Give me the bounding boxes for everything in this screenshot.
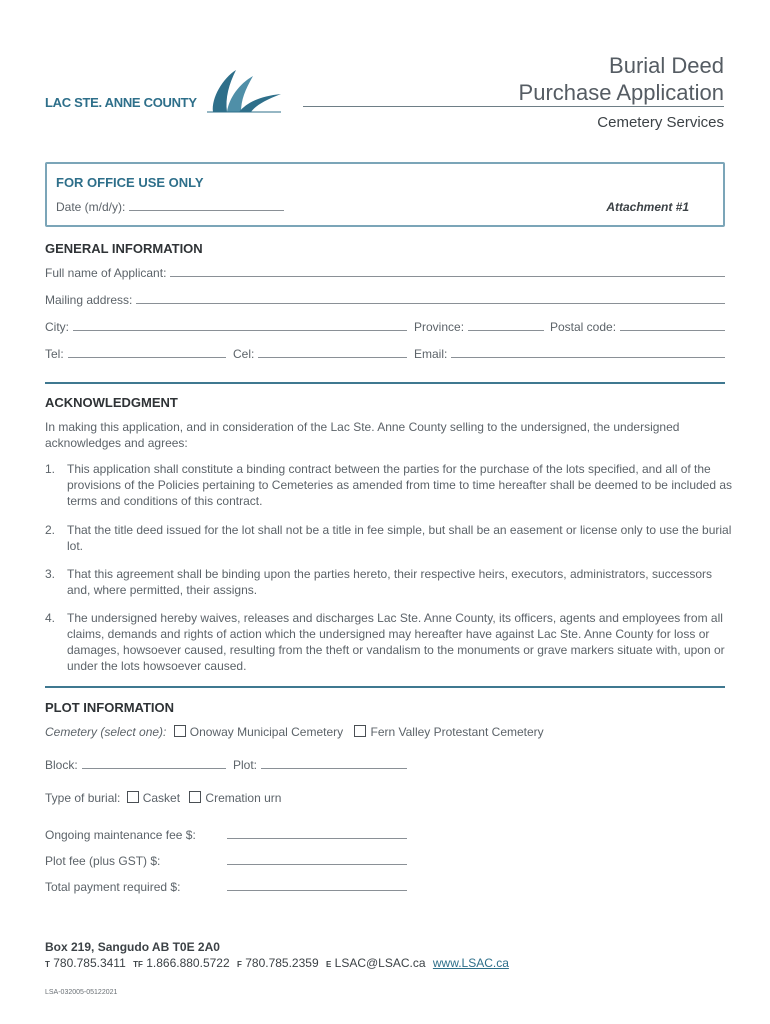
document-subtitle: Cemetery Services [597, 114, 724, 131]
website-link[interactable]: www.LSAC.ca [432, 956, 509, 970]
block-label: Block: [45, 758, 78, 772]
document-title [519, 52, 724, 106]
cel-row [233, 347, 407, 361]
tollfree-value: 1.866.880.5722 [146, 956, 230, 970]
mailing-row [45, 293, 725, 307]
ack-item-3 [45, 566, 735, 598]
ack-item-2 [45, 522, 735, 554]
ack-item-number: 3. [45, 567, 56, 581]
ack-intro: In making this application, and in consideration of the Lac Ste. Anne County selling to the undersigned, the undersigned acknowledges and agrees: [45, 420, 680, 450]
title-line-2: Purchase Application [518, 80, 724, 105]
fern-valley-checkbox[interactable] [354, 725, 366, 737]
plot-field[interactable] [261, 767, 407, 769]
province-row [414, 320, 544, 334]
onoway-checkbox[interactable] [174, 725, 186, 737]
section-divider [45, 686, 725, 688]
footer-address: Box 219, Sangudo AB T0E 2A0 [45, 940, 220, 954]
tollfree-label: TF [133, 960, 143, 969]
email-contact-label: E [325, 960, 332, 969]
email-field[interactable] [451, 356, 725, 358]
total-field[interactable] [227, 890, 407, 891]
applicant-name-field[interactable] [170, 275, 725, 277]
attachment-label: Attachment #1 [606, 200, 689, 214]
ack-item-number: 1. [45, 462, 56, 476]
section-divider [45, 382, 725, 384]
city-row [45, 320, 407, 334]
office-date-field[interactable] [129, 209, 284, 211]
maintenance-label: Ongoing maintenance fee $: [45, 828, 196, 842]
ack-item-text: The undersigned hereby waives, releases and discharges Lac Ste. Anne County, its officers, agents and employees from all claims, demands and rights of action which the undersigned may hereafter have against Lac Ste. Anne County for loss or damages, howsoever caused, resulting from the theft or vandalism to the monuments or grave markers situate with, upon or under the lots howsoever caused. [67, 611, 725, 673]
applicant-name-row [45, 266, 725, 280]
applicant-name-label: Full name of Applicant: [45, 266, 167, 280]
province-field[interactable] [468, 329, 544, 331]
ack-item-number: 2. [45, 523, 56, 537]
fax-label: F [236, 960, 242, 969]
province-label: Province: [414, 320, 465, 334]
general-heading: GENERAL INFORMATION [45, 241, 203, 256]
mailing-label: Mailing address: [45, 293, 133, 307]
office-date-label: Date (m/d/y): [56, 200, 126, 214]
total-label: Total payment required $: [45, 880, 181, 894]
casket-checkbox[interactable] [127, 791, 139, 803]
cel-field[interactable] [258, 356, 407, 358]
ack-item-text: That the title deed issued for the lot shall not be a title in fee simple, but shall be an easement or license only to use the burial lot. [67, 523, 732, 553]
cremation-option[interactable] [189, 791, 281, 805]
cemetery-row [45, 725, 544, 739]
ack-item-text: That this agreement shall be binding upon the parties hereto, their respective heirs, executors, administrators, successors and, where permitted, their assigns. [67, 567, 712, 597]
plot-label: Plot: [233, 758, 258, 772]
plot-heading: PLOT INFORMATION [45, 700, 175, 715]
org-logo-text: LAC STE. ANNE COUNTY [45, 95, 197, 110]
email-contact-value[interactable]: LSAC@LSAC.ca [334, 956, 426, 970]
city-label: City: [45, 320, 69, 334]
postal-row [550, 320, 725, 334]
tel-label: Tel: [45, 347, 64, 361]
email-label: Email: [414, 347, 448, 361]
office-use-heading: FOR OFFICE USE ONLY [56, 175, 204, 190]
phone-label: T [45, 960, 50, 969]
plot-row [233, 758, 407, 772]
cel-label: Cel: [233, 347, 255, 361]
fern-valley-label: Fern Valley Protestant Cemetery [370, 725, 544, 739]
footer-contacts [45, 956, 509, 970]
ack-item-1 [45, 461, 735, 509]
phone-value: 780.785.3411 [53, 956, 126, 970]
ack-item-number: 4. [45, 611, 56, 625]
cremation-checkbox[interactable] [189, 791, 201, 803]
casket-option[interactable] [127, 791, 184, 805]
tel-field[interactable] [68, 356, 226, 358]
title-rule [303, 106, 724, 107]
fern-valley-option[interactable] [354, 725, 543, 739]
ack-item-4 [45, 610, 735, 674]
email-row [414, 347, 725, 361]
ack-heading: ACKNOWLEDGMENT [45, 395, 178, 410]
office-date-row [56, 200, 284, 214]
ack-item-text: This application shall constitute a binding contract between the parties for the purchase of the lots specified, and all of the provisions of the Policies pertaining to Cemeteries as amended from time to time hereafter shall be deemed to be included as terms and conditions of this contract. [67, 462, 733, 508]
plot-fee-label: Plot fee (plus GST) $: [45, 854, 161, 868]
cremation-label: Cremation urn [205, 791, 282, 805]
burial-label: Type of burial: [45, 791, 121, 805]
title-line-1: Burial Deed [609, 53, 724, 78]
burial-row [45, 791, 281, 805]
onoway-label: Onoway Municipal Cemetery [189, 725, 344, 739]
block-row [45, 758, 226, 772]
city-field[interactable] [73, 329, 407, 331]
county-logo-icon [203, 68, 283, 114]
fax-value: 780.785.2359 [245, 956, 319, 970]
cemetery-label: Cemetery (select one): [45, 725, 167, 739]
plot-fee-field[interactable] [227, 864, 407, 865]
postal-field[interactable] [620, 329, 725, 331]
postal-label: Postal code: [550, 320, 617, 334]
form-code: LSA-032005-05122021 [45, 989, 118, 996]
block-field[interactable] [82, 767, 226, 769]
mailing-field[interactable] [136, 302, 725, 304]
onoway-option[interactable] [174, 725, 347, 739]
casket-label: Casket [142, 791, 181, 805]
office-use-box [45, 162, 725, 227]
tel-row [45, 347, 226, 361]
maintenance-field[interactable] [227, 838, 407, 839]
